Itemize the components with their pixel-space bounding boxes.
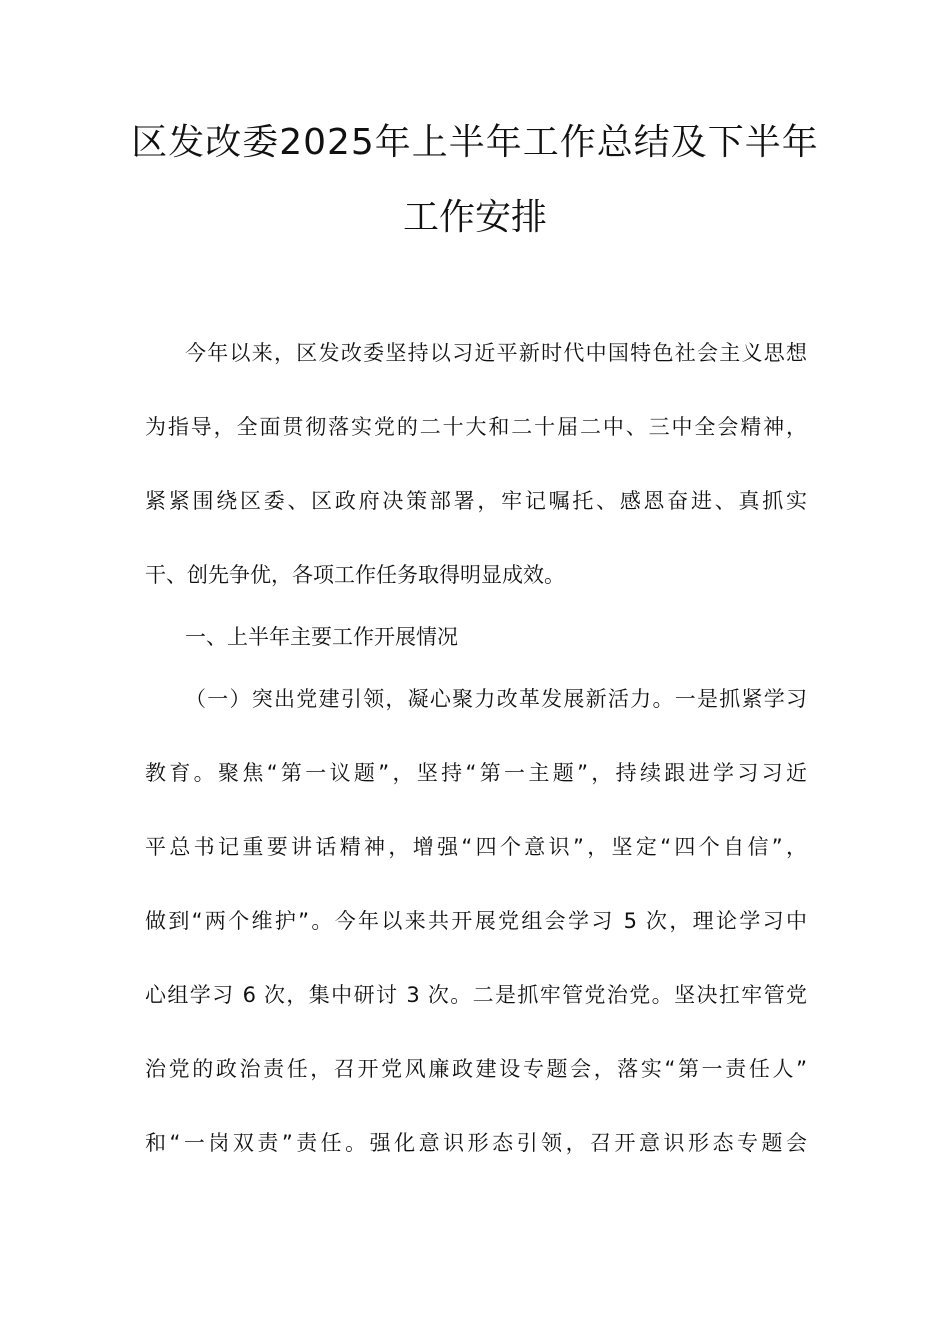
text-line: 紧紧围绕区委、区政府决策部署，牢记嘱托、感恩奋进、真抓实 xyxy=(145,489,807,513)
text-line: 今年以来，区发改委坚持以习近平新时代中国特色社会主义思想 xyxy=(185,341,807,365)
text-line: 和“一岗双责”责任。强化意识形态引领，召开意识形态专题会 xyxy=(145,1131,807,1155)
paragraph-intro xyxy=(145,337,807,621)
text-line: 教育。聚焦“第一议题”，坚持“第一主题”，持续跟进学习习近 xyxy=(145,761,807,785)
document-body xyxy=(145,337,807,1201)
text-line: 为指导，全面贯彻落实党的二十大和二十届二中、三中全会精神， xyxy=(145,415,807,439)
paragraph-party-building xyxy=(145,683,807,1201)
text-line: （一）突出党建引领，凝心聚力改革发展新活力。一是抓紧学习 xyxy=(185,687,807,711)
section-heading xyxy=(145,621,807,683)
document-title-line-1: 区发改委2025年上半年工作总结及下半年 xyxy=(131,122,819,163)
text-line: 做到“两个维护”。今年以来共开展党组会学习 5 次，理论学习中 xyxy=(145,909,807,933)
text-line: 治党的政治责任，召开党风廉政建设专题会，落实“第一责任人” xyxy=(145,1057,807,1081)
text-line: 平总书记重要讲话精神，增强“四个意识”，坚定“四个自信”， xyxy=(145,835,807,859)
heading-line: 一、上半年主要工作开展情况 xyxy=(185,625,458,649)
document-title-line-2: 工作安排 xyxy=(402,197,547,238)
text-line: 干、创先争优，各项工作任务取得明显成效。 xyxy=(145,563,565,587)
text-line: 心组学习 6 次，集中研讨 3 次。二是抓牢管党治党。坚决扛牢管党 xyxy=(145,983,807,1007)
